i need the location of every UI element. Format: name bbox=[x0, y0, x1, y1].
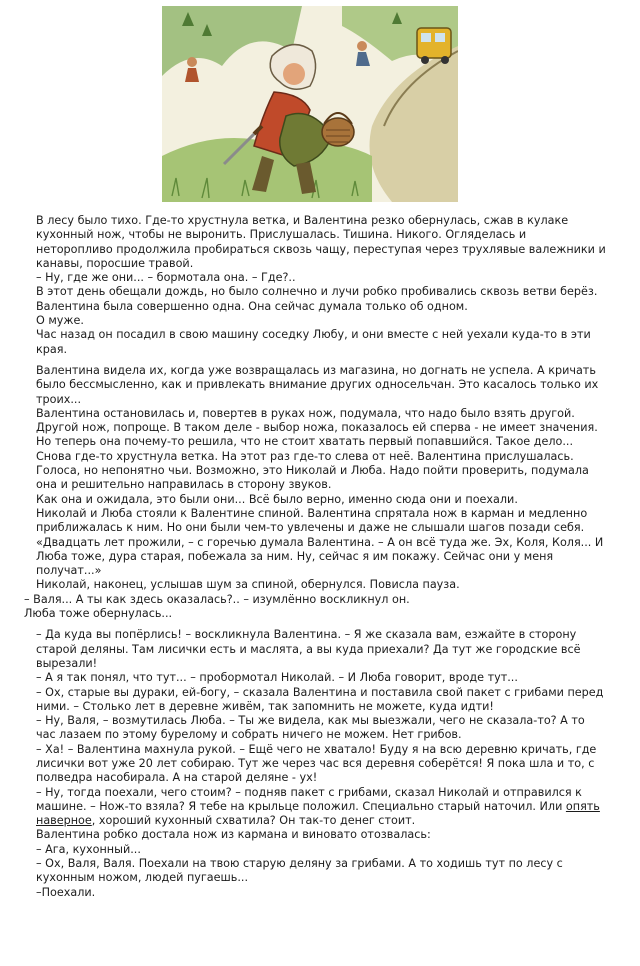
paragraph-saw-them: Валентина видела их, когда уже возвращалась из магазина, но догнать не успела. А кричать было бессмысленно, как и привлекать внимание других односельчан. Это касалось только их троих... bbox=[36, 363, 599, 406]
paragraph-where-went: – Да куда вы попёрлись! – воскликнула Валентина. – Я же сказала вам, езжайте в сторону старой деляны. Там лисички есть и маслята, а вы куда приехали? Да тут же городские всё вырезали! bbox=[36, 628, 581, 670]
paragraph-old-fools: – Ох, старые вы дураки, ей-богу, – сказала Валентина и поставила свой пакет с грибами перед ними. – Столько лет в деревне живём, так запомнить не можете, куда идти! bbox=[36, 685, 604, 713]
lets-go-underlined: опять наверное bbox=[36, 799, 600, 828]
paragraph-intro: В лесу было тихо. Где-то хрустнула ветка, и Валентина резко обернулась, сжав в кулаке кухонный нож, чтобы не выронить. Прислушалась. Тишина. Никого. Огляделась и неторопливо продолжила пробираться сквозь чащу, переступая через трухлявые валежники и канавы, поросшие травой. bbox=[36, 214, 606, 270]
paragraph-took-knife: Валентина робко достала нож из кармана и виновато отозвалась: bbox=[36, 828, 431, 842]
lets-go-part-1: – Ну, тогда поехали, чего стоим? – подняв пакет с грибами, сказал Николай и отправился к машине. – Нож-то взяла? Я тебе на крыльце положил. Специально старый наточил. Или bbox=[36, 785, 582, 813]
paragraph-expected: Как она и ожидала, это были они... Всё было верно, именно сюда они и поехали. bbox=[36, 492, 518, 506]
lets-go-part-2: , хороший кухонный схватила? Он так-то денег стоит. bbox=[91, 814, 416, 828]
paragraph-knife: Валентина остановилась и, повертев в руках нож, подумала, что надо было взять другой. Другой нож, попроще. В таком деле - выбор ножа, показалось ей сперва - не имеет значения. Но теперь она почему-то решила, что не стоит хватать первый попавшийся. Такое дело... bbox=[36, 406, 598, 449]
story-text bbox=[24, 214, 606, 900]
paragraph-lets-go bbox=[36, 786, 606, 829]
paragraph-lyuba-turned: Люба тоже обернулась... bbox=[24, 607, 173, 621]
paragraph-day: В этот день обещали дождь, но было солнечно и лучи робко пробивались сквозь ветви берёз. Валентина была совершенно одна. Она сейчас думала только об одном. bbox=[36, 285, 598, 313]
paragraph-lyuba-complain: – Ну, Валя, – возмутилась Люба. – Ты же видела, как мы выезжали, чего не сказала-то? А то час лазаем по этому бурелому и собрать ничего не можем. Нет грибов. bbox=[36, 714, 585, 742]
paragraph-nikolai-mutter: – А я так понял, что тут... – пробормотал Николай. – И Люба говорит, вроде тут... bbox=[36, 671, 518, 685]
paragraph-poekhali: –Поехали. bbox=[36, 885, 96, 899]
paragraph-branch: Снова где-то хрустнула ветка. На этот раз где-то слева от неё. Валентина прислушалась. Голоса, но непонятно чьи. Возможно, это Николай и Люба. Надо пойти проверить, подумала она и решительно направилась в сторону звуков. bbox=[36, 449, 589, 492]
paragraph-oh-valya: – Ох, Валя, Валя. Поехали на твою старую деляну за грибами. А то ходишь тут по лесу с кухонным ножом, людей пугаешь... bbox=[36, 857, 563, 885]
mushroom-picker-illustration bbox=[162, 6, 458, 202]
paragraph-aga: – Ага, кухонный... bbox=[36, 842, 141, 856]
paragraph-thoughts: «Двадцать лет прожили, – с горечью думала Валентина. – А он всё туда же. Эх, Коля, Коля... И Люба тоже, дура старая, побежала за ним. Ну, сейчас я им покажу. Сейчас они у меня получат...» bbox=[36, 535, 604, 578]
paragraph-ha: – Ха! – Валентина махнула рукой. – Ещё чего не хватало! Буду я на всю деревню кричать, где лисички вот уже 20 лет собираю. Тут же через час вся деревня соберётся! Я пока шла и то, с полведра насобирала. А на старой деляне - ух! bbox=[36, 742, 597, 785]
paragraph-exclaim: – Валя... А ты как здесь оказалась?.. – изумлённо воскликнул он. bbox=[24, 592, 410, 606]
paragraph-pause: Николай, наконец, услышав шум за спиной, обернулся. Повисла пауза. bbox=[36, 578, 460, 592]
paragraph-backs: Николай и Люба стояли к Валентине спиной. Валентина спрятала нож в карман и медленно приближалась к ним. Но они были чем-то увлечены и даже не слышали шагов позади себя. bbox=[36, 506, 588, 535]
paragraph-hour-ago: Час назад он посадил в свою машину соседку Любу, и они вместе с ней уехали куда-то в эти края. bbox=[36, 328, 591, 356]
paragraph-husband: О муже. bbox=[36, 314, 84, 328]
paragraph-mutter: – Ну, где же они... – бормотала она. – Где?.. bbox=[36, 271, 296, 285]
